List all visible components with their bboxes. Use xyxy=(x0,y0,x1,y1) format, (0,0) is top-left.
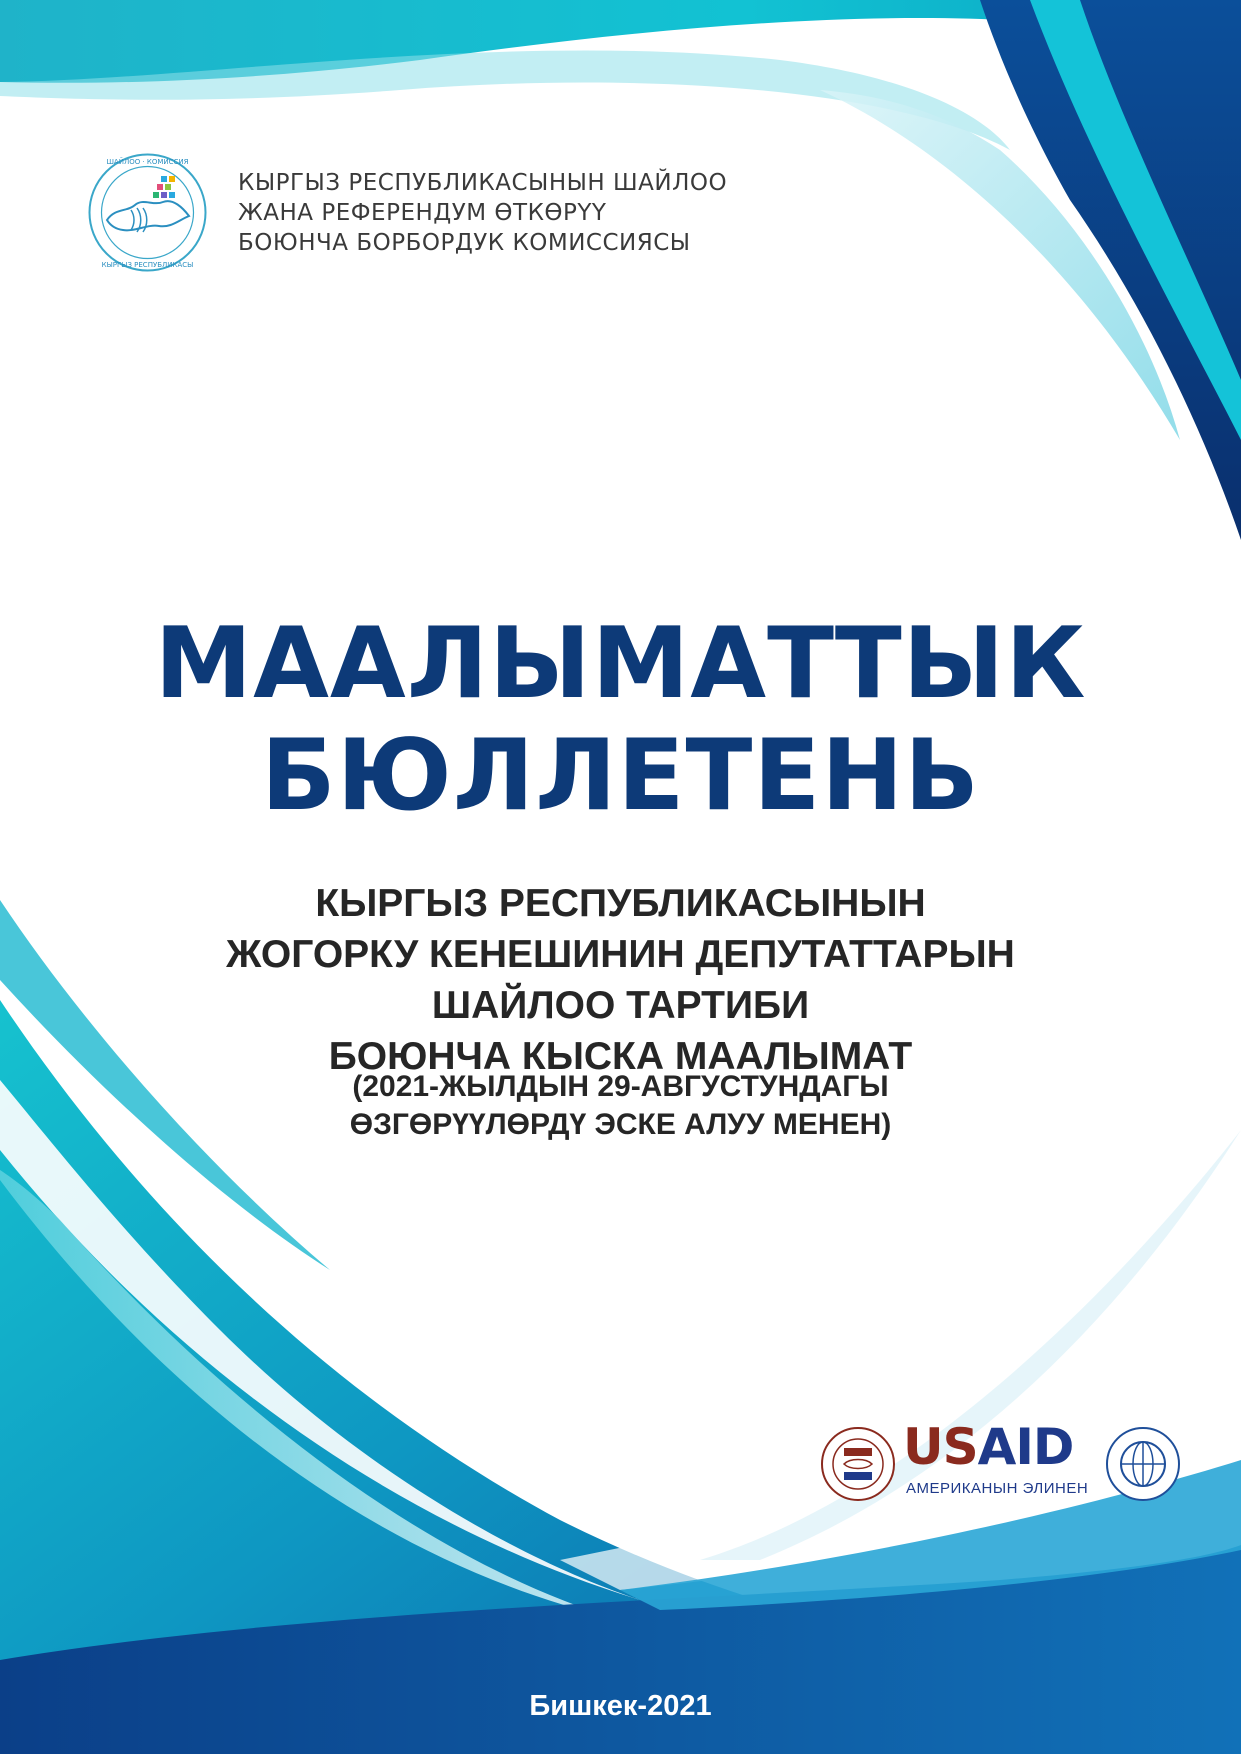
commission-name-line: КЫРГЫЗ РЕСПУБЛИКАСЫНЫН ШАЙЛОО xyxy=(238,169,728,196)
document-title xyxy=(0,608,1241,832)
publication-place-year: Бишкек-2021 xyxy=(529,1690,712,1722)
subtitle-note xyxy=(0,1068,1241,1144)
subtitle-note-line: (2021-ЖЫЛДЫН 29-АВГУСТУНДАГЫ xyxy=(352,1070,889,1103)
cec-kyrgyzstan-seal-icon xyxy=(85,150,210,275)
commission-name xyxy=(238,168,727,258)
usaid-seal-icon xyxy=(820,1426,896,1502)
subtitle-line: КЫРГЫЗ РЕСПУБЛИКАСЫНЫН xyxy=(315,882,926,925)
title-line: БЮЛЛЕТЕНЬ xyxy=(261,719,980,833)
commission-name-line: ЖАНА РЕФЕРЕНДУМ ӨТКӨРҮҮ xyxy=(238,199,607,226)
usaid-tagline: АМЕРИКАНЫН ЭЛИНЕН xyxy=(906,1480,1089,1497)
subtitle-line: БОЮНЧА КЫСКА МААЛЫМАТ xyxy=(328,1035,913,1078)
commission-header xyxy=(85,150,727,275)
title-line: МААЛЫМАТТЫК xyxy=(154,607,1087,721)
document-subtitle xyxy=(0,878,1241,1082)
subtitle-note-line: ӨЗГӨРҮҮЛӨРДҮ ЭСКЕ АЛУУ МЕНЕН) xyxy=(349,1108,892,1141)
usaid-wordmark-us: US xyxy=(903,1418,978,1476)
ifes-globe-icon xyxy=(1105,1426,1181,1502)
svg-text:КЫРГЫЗ РЕСПУБЛИКАСЫ: КЫРГЫЗ РЕСПУБЛИКАСЫ xyxy=(101,261,194,269)
usaid-wordmark xyxy=(903,1418,1073,1476)
svg-text:ШАЙЛОО · КОМИССИЯ: ШАЙЛОО · КОМИССИЯ xyxy=(106,158,189,166)
usaid-wordmark-aid: AID xyxy=(977,1418,1074,1476)
commission-name-line: БОЮНЧА БОРБОРДУК КОМИССИЯСЫ xyxy=(238,229,691,256)
subtitle-line: ЖОГОРКУ КЕНЕШИНИН ДЕПУТАТТАРЫН xyxy=(226,933,1015,976)
subtitle-line: ШАЙЛОО ТАРТИБИ xyxy=(431,984,810,1027)
partner-logos xyxy=(820,1418,1190,1504)
